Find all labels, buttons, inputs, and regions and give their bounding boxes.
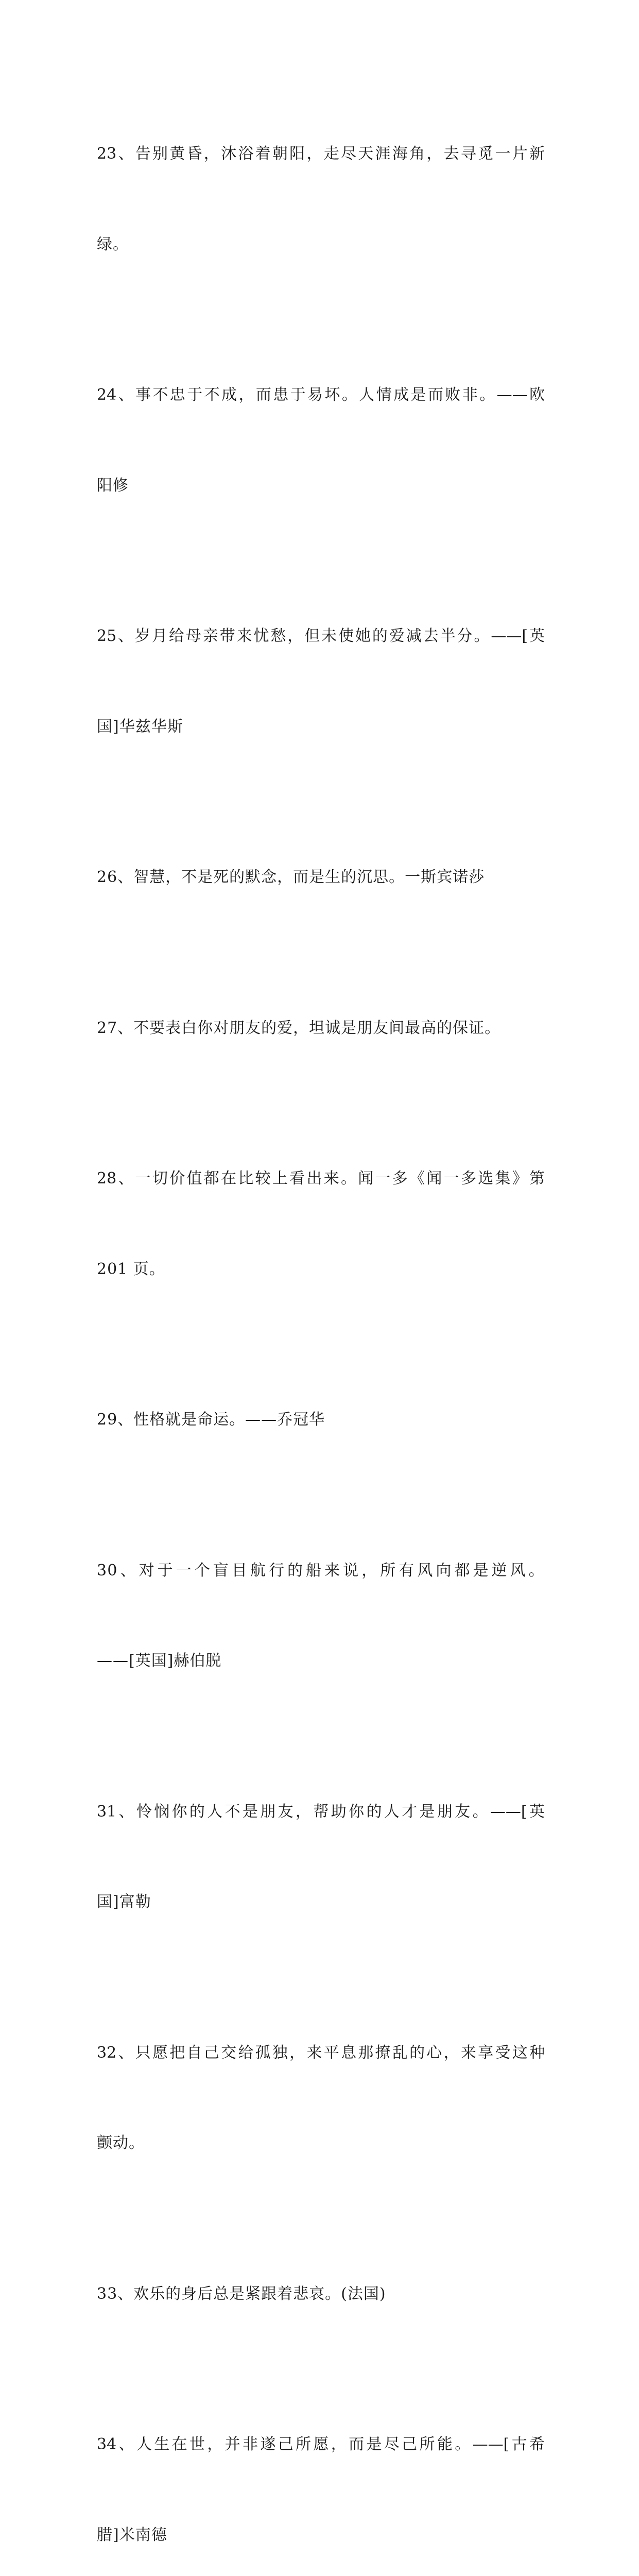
quote-line: 腊]米南德: [97, 2526, 167, 2544]
quote-line: 34、人生在世，并非遂己所愿，而是尽己所能。——[古希: [97, 2435, 545, 2453]
quote-30: [97, 1496, 545, 1737]
quote-line: 绿。: [97, 235, 129, 253]
quote-line: 国]富勒: [97, 1893, 151, 1911]
quote-26: [97, 802, 545, 953]
quote-28: [97, 1104, 545, 1345]
quote-line: 颤动。: [97, 2134, 145, 2152]
quote-line: ——[英国]赫伯脱: [97, 1652, 222, 1670]
quote-27: [97, 953, 545, 1104]
quote-line: 26、智慧，不是死的默念，而是生的沉思。一斯宾诺莎: [97, 868, 485, 886]
quote-line: 24、事不忠于不成，而患于易坏。人情成是而败非。——欧: [97, 386, 545, 404]
quote-23: [97, 79, 545, 320]
quote-line: 32、只愿把自己交给孤独，来平息那撩乱的心，来享受这种: [97, 2043, 545, 2062]
quote-line: 28、一切价值都在比较上看出来。闻一多《闻一多选集》第: [97, 1170, 545, 1188]
quote-29: [97, 1345, 545, 1496]
quote-line: 23、告别黄昏，沐浴着朝阳，走尽天涯海角，去寻觅一片新: [97, 145, 545, 163]
quote-list: [97, 79, 545, 2576]
quote-line: 33、欢乐的身后总是紧跟着悲哀。(法国): [97, 2284, 386, 2303]
quote-line: 27、不要表白你对朋友的爱，坦诚是朋友间最高的保证。: [97, 1019, 501, 1037]
quote-33: [97, 2219, 545, 2370]
quote-31: [97, 1737, 545, 1978]
quote-line: 201 页。: [97, 1260, 165, 1278]
quote-25: [97, 561, 545, 802]
quote-line: 阳修: [97, 476, 129, 495]
quote-line: 25、岁月给母亲带来忧愁，但未使她的爱减去半分。——[英: [97, 627, 545, 645]
quote-34: [97, 2369, 545, 2576]
quote-24: [97, 320, 545, 561]
quote-line: 国]华兹华斯: [97, 717, 183, 736]
quote-line: 30、对于一个盲目航行的船来说，所有风向都是逆风。: [97, 1561, 545, 1580]
quote-line: 31、怜悯你的人不是朋友，帮助你的人才是朋友。——[英: [97, 1802, 545, 1821]
quote-32: [97, 1978, 545, 2219]
quote-line: 29、性格就是命运。——乔冠华: [97, 1411, 325, 1429]
